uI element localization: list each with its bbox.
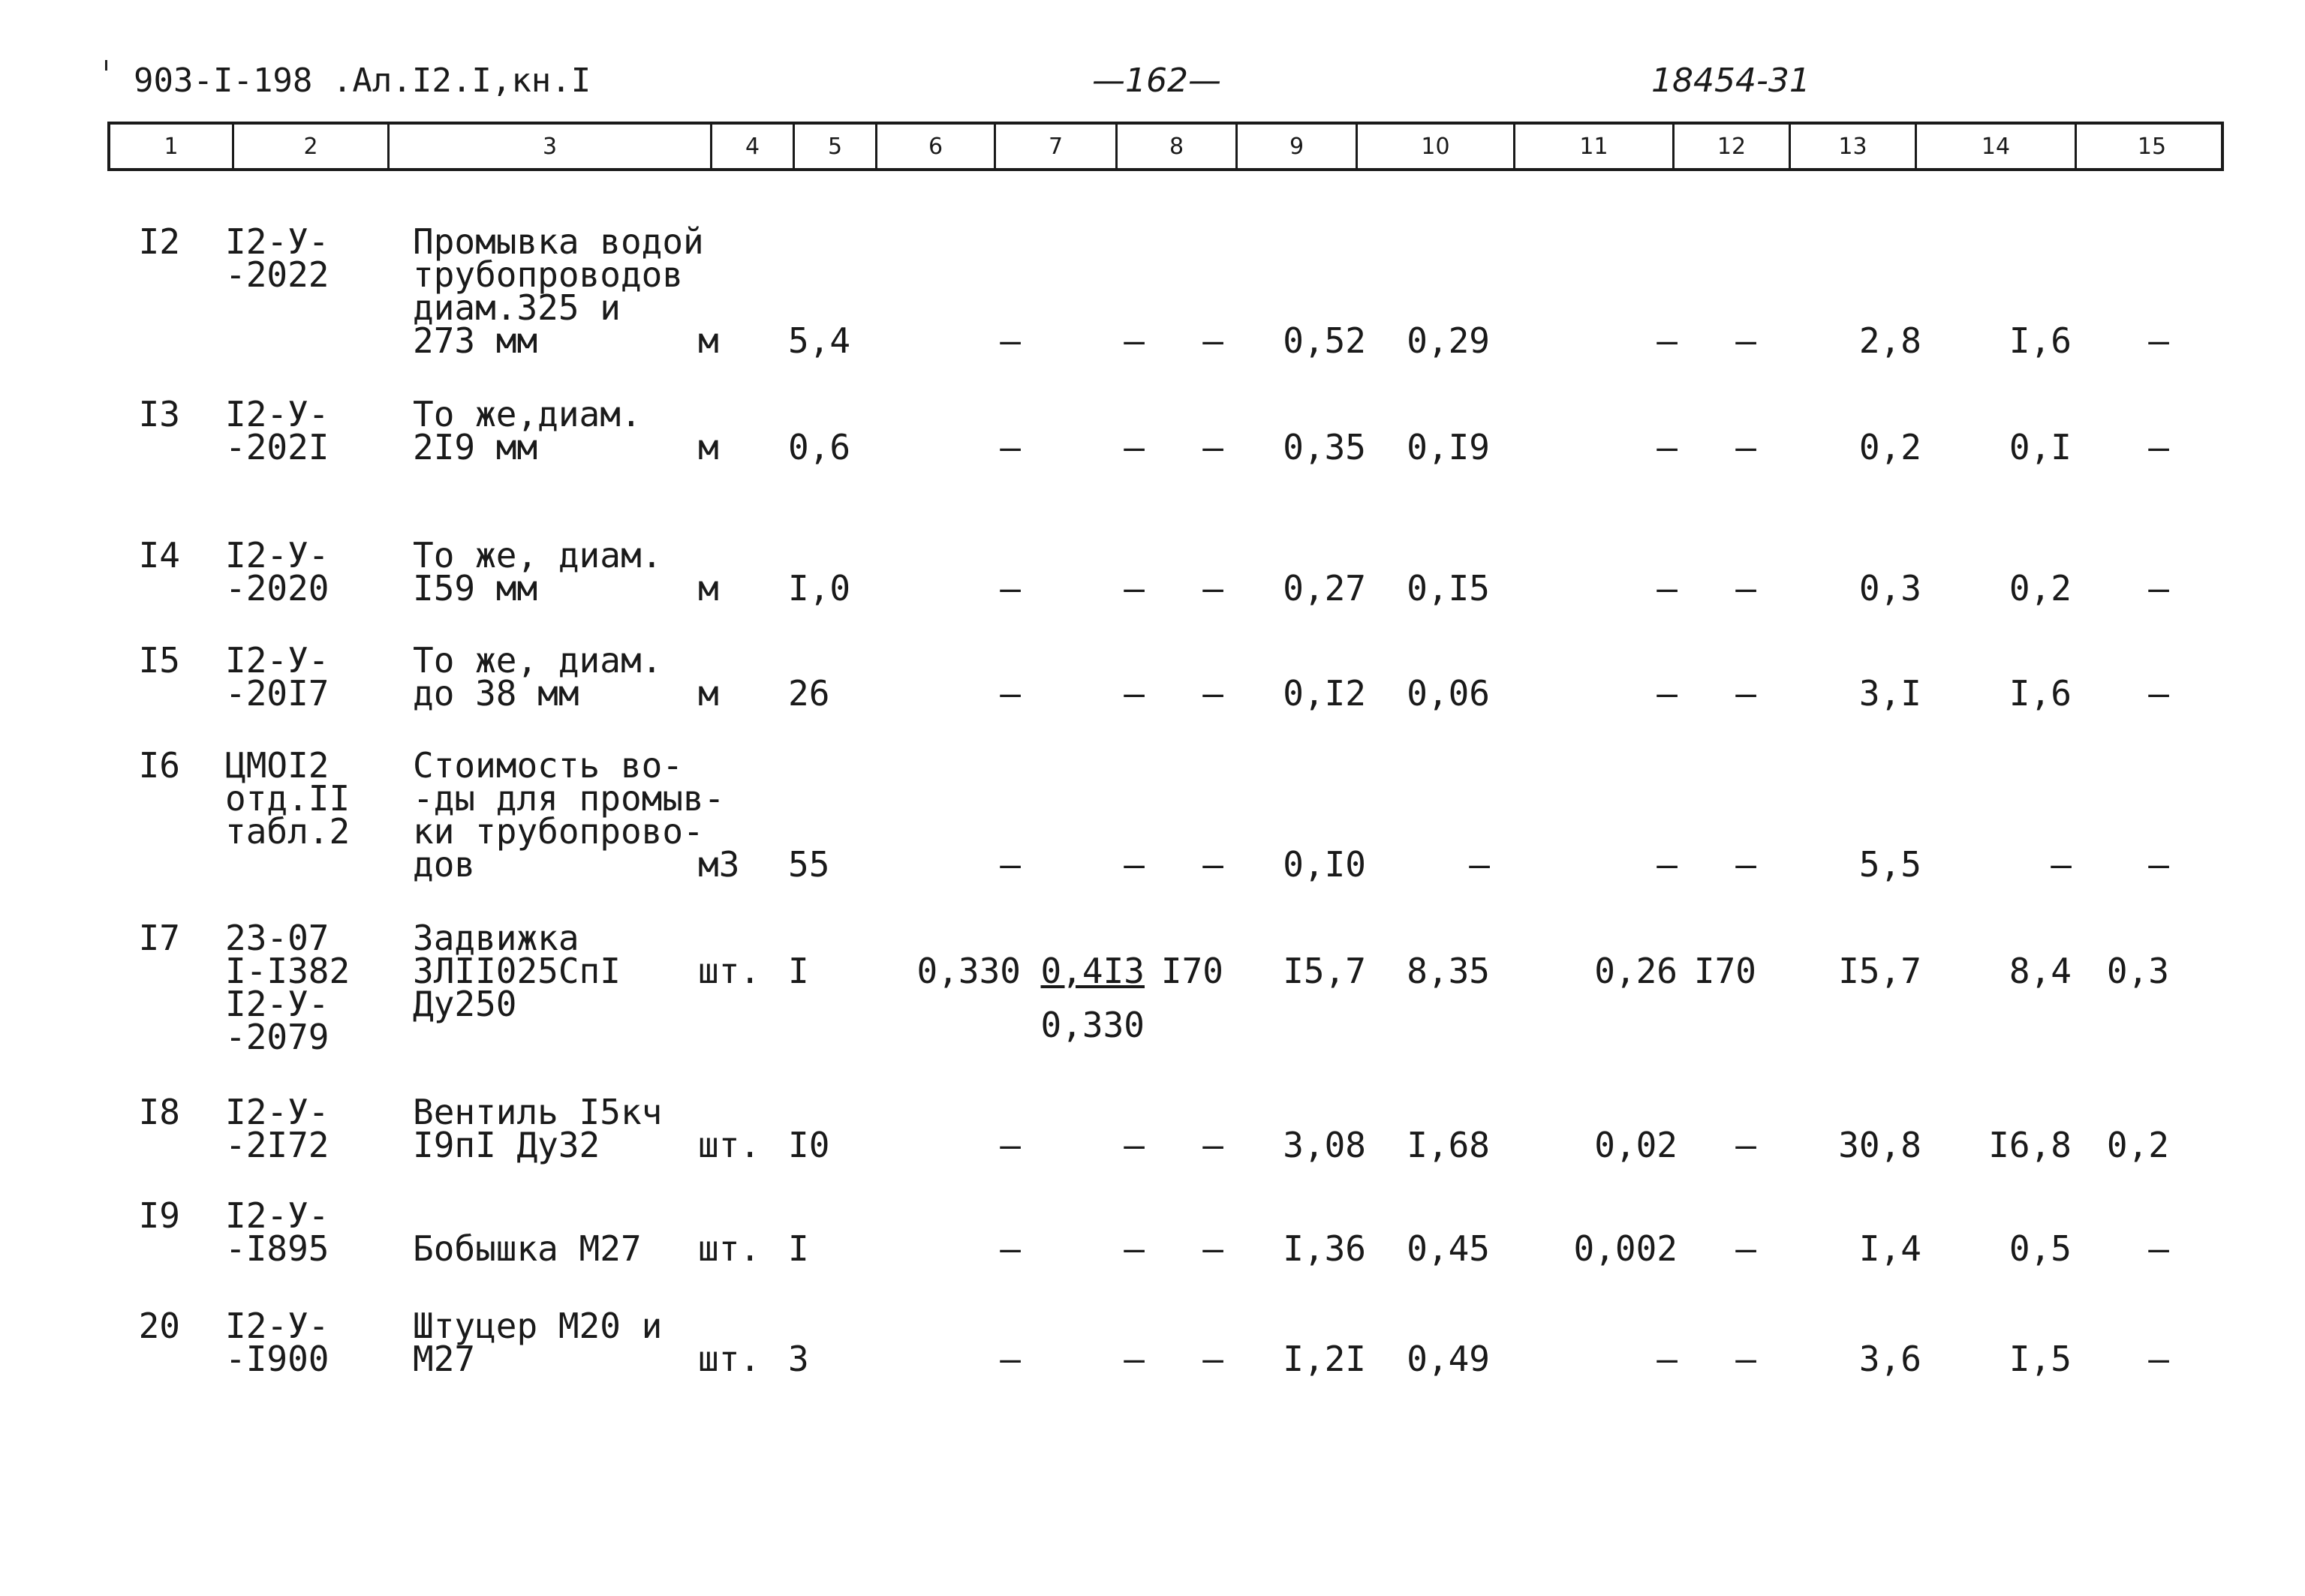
value-c10: 0,I9 — [1407, 427, 1490, 467]
row-name-line: Штуцер М20 и — [413, 1306, 663, 1346]
value-c8: – — [1202, 1339, 1223, 1379]
value-c12: – — [1735, 1125, 1756, 1165]
row-code-line: I2-У- — [225, 1195, 330, 1236]
value-c9: I,36 — [1283, 1228, 1366, 1269]
row-name-line: ки трубопрово- — [413, 811, 704, 852]
column-header-10: 10 — [1358, 125, 1515, 168]
value-c13: 3,6 — [1858, 1339, 1921, 1379]
unit-cell: шт. — [698, 1228, 761, 1269]
value-c14: 0,2 — [2009, 568, 2072, 609]
column-header-8: 8 — [1118, 125, 1238, 168]
row-code-line: -202I — [225, 427, 330, 467]
value-c12: – — [1735, 1228, 1756, 1269]
value-c9: 0,52 — [1283, 320, 1366, 361]
value-c14: I,5 — [2009, 1339, 2072, 1379]
value-c12: – — [1735, 1339, 1756, 1379]
row-name-line: Бобышка М27 — [413, 1228, 642, 1269]
value-c13: I5,7 — [1838, 951, 1921, 991]
value-c10: 0,29 — [1407, 320, 1490, 361]
column-header-9: 9 — [1238, 125, 1358, 168]
row-code-line: I2-У- — [225, 640, 330, 681]
value-c7: 0,4I3 — [1040, 951, 1145, 991]
value-c6: – — [1000, 1228, 1021, 1269]
value-c10: 0,I5 — [1407, 568, 1490, 609]
unit-cell: м3 — [698, 844, 740, 885]
row-name-line: М27 — [413, 1339, 476, 1379]
row-code-line: 23-07 — [225, 918, 330, 958]
value-c7: – — [1124, 673, 1145, 714]
unit-cell: шт. — [698, 951, 761, 991]
value-c9: I5,7 — [1283, 951, 1366, 991]
row-name-line: Стоимость во- — [413, 745, 684, 786]
row-name-line: Промывка водой — [413, 221, 704, 262]
value-c11: – — [1657, 844, 1678, 885]
row-code-line: I2-У- — [225, 984, 330, 1024]
value-c12: – — [1735, 568, 1756, 609]
value-c6: – — [1000, 1339, 1021, 1379]
value-c8: – — [1202, 1228, 1223, 1269]
unit-cell: м — [698, 427, 719, 467]
value-c13: 0,2 — [1858, 427, 1921, 467]
column-number-header — [107, 122, 2224, 171]
row-code-line: I2-У- — [225, 535, 330, 576]
value-c11: – — [1657, 320, 1678, 361]
quantity-cell: 5,4 — [788, 320, 851, 361]
column-header-2: 2 — [234, 125, 390, 168]
value-c12: – — [1735, 844, 1756, 885]
column-header-11: 11 — [1515, 125, 1675, 168]
column-header-4: 4 — [712, 125, 795, 168]
value-c11: 0,26 — [1594, 951, 1678, 991]
value-c9: I,2I — [1283, 1339, 1366, 1379]
row-name-line: дов — [413, 844, 476, 885]
value-c7: – — [1124, 1125, 1145, 1165]
value-c15: 0,2 — [2106, 1125, 2169, 1165]
value-c9: 0,27 — [1283, 568, 1366, 609]
inventory-code: 18454-31 — [1651, 62, 1810, 100]
value-c14: I,6 — [2009, 673, 2072, 714]
quantity-cell: 55 — [788, 844, 830, 885]
row-name-line: Задвижка — [413, 918, 579, 958]
value-c8: – — [1202, 1125, 1223, 1165]
row-name-line: -ды для промыв- — [413, 778, 725, 819]
value-c7-denominator: 0,330 — [1040, 1005, 1145, 1045]
unit-cell: м — [698, 320, 719, 361]
row-number: I2 — [138, 221, 180, 262]
value-c7: – — [1124, 568, 1145, 609]
column-header-15: 15 — [2137, 133, 2167, 160]
value-c8: – — [1202, 844, 1223, 885]
row-code-line: -2020 — [225, 568, 330, 609]
value-c7: – — [1124, 427, 1145, 467]
value-c13: 3,I — [1858, 673, 1921, 714]
value-c7: – — [1124, 320, 1145, 361]
value-c12: – — [1735, 320, 1756, 361]
row-code-line: -2022 — [225, 254, 330, 295]
row-code-line: I2-У- — [225, 221, 330, 262]
document-reference: 903-I-198 .Ал.I2.I,кн.I — [134, 62, 591, 100]
row-name-line: до 38 мм — [413, 673, 579, 714]
row-name-line: трубопроводов — [413, 254, 684, 295]
value-c14: 0,I — [2009, 427, 2072, 467]
page-number: —162— — [1092, 62, 1221, 100]
row-number: 20 — [138, 1306, 180, 1346]
value-c15: 0,3 — [2106, 951, 2169, 991]
column-header-1: 1 — [110, 125, 234, 168]
value-c13: I,4 — [1858, 1228, 1921, 1269]
row-code-line: -I900 — [225, 1339, 330, 1379]
row-code-line: -I895 — [225, 1228, 330, 1269]
row-code-line: -2I72 — [225, 1125, 330, 1165]
value-c11: 0,02 — [1594, 1125, 1678, 1165]
row-name-line: 273 мм — [413, 320, 538, 361]
value-c13: 30,8 — [1838, 1125, 1921, 1165]
column-header-3: 3 — [390, 125, 712, 168]
row-number: I4 — [138, 535, 180, 576]
value-c10: 0,06 — [1407, 673, 1490, 714]
row-number: I5 — [138, 640, 180, 681]
column-header-13: 13 — [1791, 125, 1917, 168]
unit-cell: м — [698, 673, 719, 714]
value-c14: 0,5 — [2009, 1228, 2072, 1269]
value-c6: – — [1000, 568, 1021, 609]
row-name-line: 2I9 мм — [413, 427, 538, 467]
value-c6: – — [1000, 320, 1021, 361]
row-name-line: I59 мм — [413, 568, 538, 609]
value-c11: 0,002 — [1573, 1228, 1678, 1269]
row-code-line: отд.II — [225, 778, 351, 819]
row-name-line: Вентиль I5кч — [413, 1092, 663, 1132]
value-c11: – — [1657, 1339, 1678, 1379]
value-c10: 0,49 — [1407, 1339, 1490, 1379]
row-number: I8 — [138, 1092, 180, 1132]
value-c15: – — [2148, 844, 2169, 885]
row-code-line: ЦМОI2 — [225, 745, 330, 786]
row-number: I9 — [138, 1195, 180, 1236]
quantity-cell: I — [788, 951, 809, 991]
value-c8: I70 — [1160, 951, 1223, 991]
row-number: I7 — [138, 918, 180, 958]
column-header-14: 14 — [1917, 125, 2077, 168]
unit-cell: шт. — [698, 1125, 761, 1165]
row-code-line: табл.2 — [225, 811, 351, 852]
margin-tick — [105, 60, 107, 71]
column-header-6: 6 — [877, 125, 996, 168]
value-c8: – — [1202, 568, 1223, 609]
value-c15: – — [2148, 1228, 2169, 1269]
row-code-line: I-I382 — [225, 951, 351, 991]
quantity-cell: I0 — [788, 1125, 830, 1165]
unit-cell: м — [698, 568, 719, 609]
value-c9: 0,I0 — [1283, 844, 1366, 885]
unit-cell: шт. — [698, 1339, 761, 1379]
row-name-line: диам.325 и — [413, 287, 621, 328]
row-code-line: I2-У- — [225, 394, 330, 434]
value-c7: – — [1124, 844, 1145, 885]
value-c10: – — [1469, 844, 1490, 885]
column-header-12: 12 — [1675, 125, 1791, 168]
value-c12: – — [1735, 427, 1756, 467]
row-code-line: I2-У- — [225, 1306, 330, 1346]
value-c8: – — [1202, 673, 1223, 714]
column-header-5: 5 — [795, 125, 877, 168]
value-c14: 8,4 — [2009, 951, 2072, 991]
value-c15: – — [2148, 320, 2169, 361]
value-c6: – — [1000, 844, 1021, 885]
value-c10: I,68 — [1407, 1125, 1490, 1165]
value-c11: – — [1657, 427, 1678, 467]
value-c13: 2,8 — [1858, 320, 1921, 361]
quantity-cell: 26 — [788, 673, 830, 714]
row-code-line: -20I7 — [225, 673, 330, 714]
value-c8: – — [1202, 427, 1223, 467]
row-name-line: То же, диам. — [413, 535, 663, 576]
value-c9: 0,35 — [1283, 427, 1366, 467]
value-c12: – — [1735, 673, 1756, 714]
row-code-line: -2079 — [225, 1017, 330, 1057]
value-c14: I,6 — [2009, 320, 2072, 361]
value-c9: 3,08 — [1283, 1125, 1366, 1165]
row-code-line: I2-У- — [225, 1092, 330, 1132]
value-c6: – — [1000, 673, 1021, 714]
value-c10: 0,45 — [1407, 1228, 1490, 1269]
value-c6: – — [1000, 1125, 1021, 1165]
value-c6: 0,330 — [916, 951, 1021, 991]
value-c13: 0,3 — [1858, 568, 1921, 609]
value-c10: 8,35 — [1407, 951, 1490, 991]
row-name-line: I9пI Ду32 — [413, 1125, 600, 1165]
value-c7: – — [1124, 1228, 1145, 1269]
value-c13: 5,5 — [1858, 844, 1921, 885]
value-c14: I6,8 — [1988, 1125, 2072, 1165]
value-c7: – — [1124, 1339, 1145, 1379]
value-c15: – — [2148, 427, 2169, 467]
value-c6: – — [1000, 427, 1021, 467]
value-c14: – — [2051, 844, 2072, 885]
value-c12: I70 — [1693, 951, 1756, 991]
row-number: I6 — [138, 745, 180, 786]
value-c15: – — [2148, 673, 2169, 714]
row-number: I3 — [138, 394, 180, 434]
value-c11: – — [1657, 568, 1678, 609]
row-name-line: Ду250 — [413, 984, 517, 1024]
value-c15: – — [2148, 1339, 2169, 1379]
row-name-line: То же, диам. — [413, 640, 663, 681]
value-c11: – — [1657, 673, 1678, 714]
column-header-7: 7 — [996, 125, 1118, 168]
quantity-cell: 3 — [788, 1339, 809, 1379]
quantity-cell: 0,6 — [788, 427, 851, 467]
value-c9: 0,I2 — [1283, 673, 1366, 714]
quantity-cell: I — [788, 1228, 809, 1269]
value-c8: – — [1202, 320, 1223, 361]
quantity-cell: I,0 — [788, 568, 851, 609]
row-name-line: То же,диам. — [413, 394, 642, 434]
value-c15: – — [2148, 568, 2169, 609]
row-name-line: ЗЛII025СпI — [413, 951, 621, 991]
